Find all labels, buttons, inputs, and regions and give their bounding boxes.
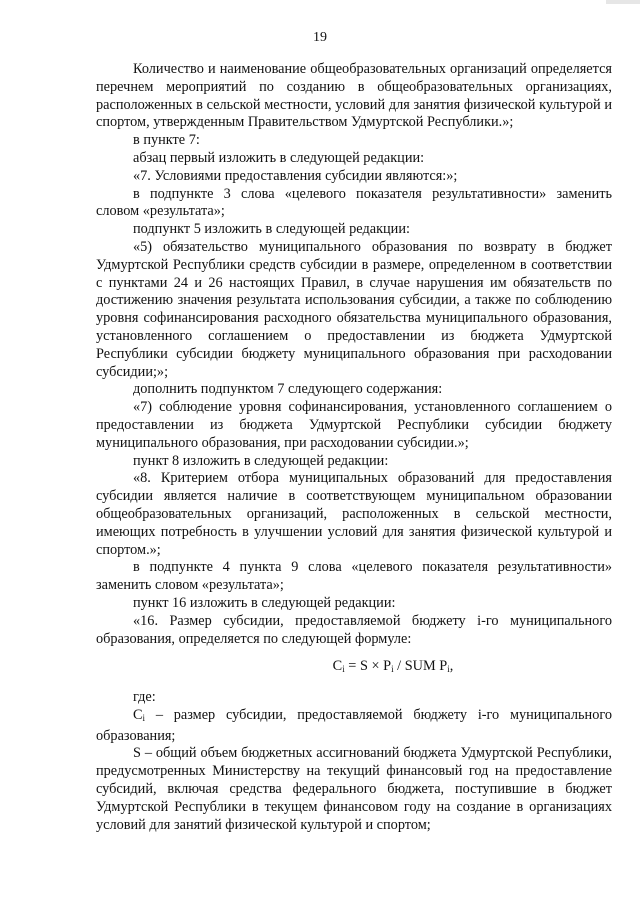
formula-subscript: i xyxy=(391,664,394,675)
formula-part: = S × P xyxy=(344,658,392,675)
ci-symbol: C xyxy=(133,706,143,723)
paragraph: «7. Условиями предоставления субсидии являются:»; xyxy=(133,167,458,184)
document-body xyxy=(96,61,612,834)
formula-part: / SUM P xyxy=(393,658,448,675)
formula-c: C xyxy=(332,658,343,675)
formula-subscript: i xyxy=(342,664,345,675)
formula-subscript: i xyxy=(447,664,450,675)
paragraph: абзац первый изложить в следующей редакции: xyxy=(133,149,425,166)
paragraph-ci-definition xyxy=(96,707,612,746)
paragraph-where: где: xyxy=(133,689,156,706)
paragraph: пункт 8 изложить в следующей редакции: xyxy=(133,452,389,469)
page-number: 19 xyxy=(313,30,327,45)
paragraph-s-definition: S – общий объем бюджетных ассигнований бюджета Удмуртской Республики, предусмотренных Министерству на текущий финансовый год на предоставление субсидий, включая средства федерального бюджета, поступившие в бюджет Удмуртской Республики в текущем финансовом году на создание в организациях условий для занятий физической культурой и спортом; xyxy=(96,745,612,833)
paragraph: «5) обязательство муниципального образования по возврату в бюджет Удмуртской Республики средств субсидии в размере, определенном в соответствии с пунктами 24 и 26 настоящих Правил, в случае нарушения им обязательств по достижению значения результата использования субсидии, а также по соблюдению уровня софинансирования расходного обязательства муниципального образования, установленного соглашением о предоставлении из бюджета Удмуртской Республики субсидии бюджету муниципального образования при расходовании субсидии;»; xyxy=(96,238,612,380)
scan-corner-mark xyxy=(606,0,640,4)
paragraph: «16. Размер субсидии, предоставляемой бюджету i-го муниципального образования, определяется по следующей формуле: xyxy=(96,612,612,647)
paragraph: в подпункте 4 пункта 9 слова «целевого показателя результативности» заменить словом «результата»; xyxy=(96,559,612,594)
paragraph: пункт 16 изложить в следующей редакции: xyxy=(133,594,396,611)
paragraph: «7) соблюдение уровня софинансирования, установленного соглашением о предоставлении из бюджета Удмуртской Республики субсидии бюджету муниципального образования, при расходовании субсидии.»; xyxy=(96,399,612,451)
ci-subscript: i xyxy=(142,712,146,723)
subsidy-formula xyxy=(96,658,612,679)
formula-tail: , xyxy=(449,658,454,675)
paragraph: подпункт 5 изложить в следующей редакции: xyxy=(133,221,410,238)
paragraph: в пункте 7: xyxy=(133,132,200,149)
paragraph: Количество и наименование общеобразовательных организаций определяется перечнем мероприятий по созданию в общеобразовательных организациях, расположенных в сельской местности, условий для занятия физической культурой и спортом, утвержденным Правительством Удмуртской Республики.»; xyxy=(96,61,612,131)
paragraph: в подпункте 3 слова «целевого показателя результативности» заменить словом «результата»; xyxy=(96,185,612,220)
paragraph: дополнить подпунктом 7 следующего содержания: xyxy=(133,381,443,398)
paragraph: «8. Критерием отбора муниципальных образований для предоставления субсидии является наличие в соответствующем муниципальном образовании общеобразовательных организаций, расположенных в сельской местности, имеющих потребность в улучшении условий для занятия физической культурой и спортом.»; xyxy=(96,470,612,558)
ci-definition-text: – размер субсидии, предоставляемой бюджету i-го муниципального образования; xyxy=(96,706,612,744)
